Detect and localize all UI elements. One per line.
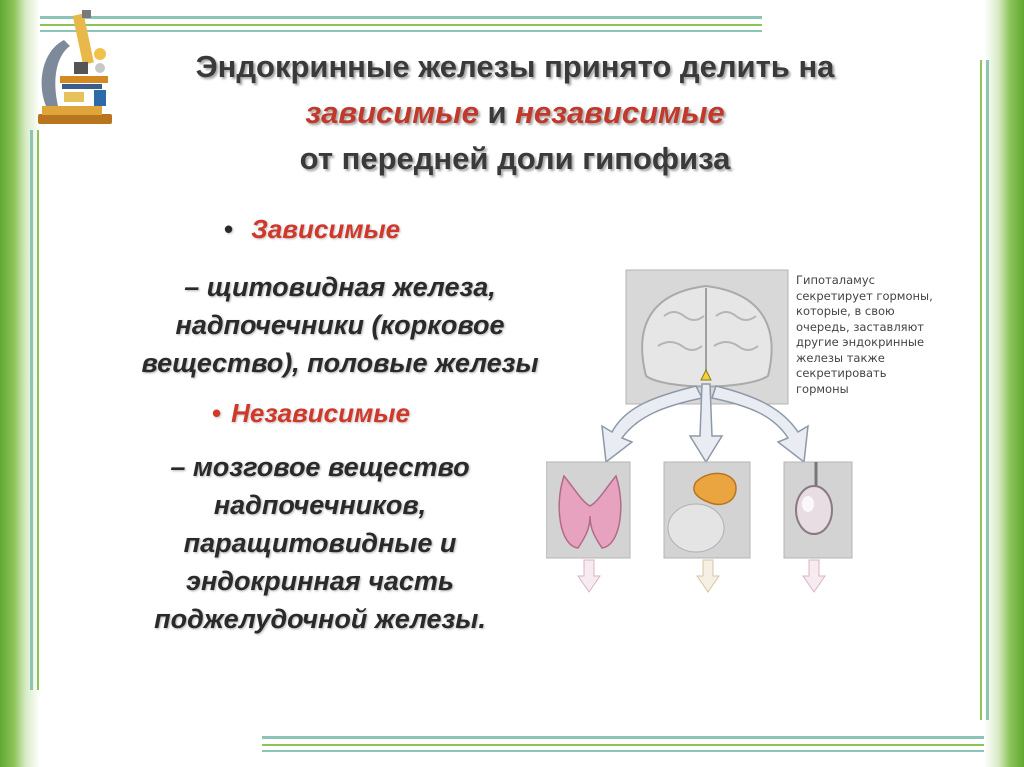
caption-line: Гипоталамус	[796, 273, 875, 287]
left-border-line	[37, 130, 39, 690]
title-line-1: Эндокринные железы принято делить на	[195, 49, 835, 84]
independent-line: паращитовидные и	[183, 528, 457, 558]
right-border-line	[986, 60, 989, 720]
caption-line: которые, в свою	[796, 304, 895, 318]
independent-line: надпочечников,	[213, 490, 427, 520]
caption-line: секретирует гормоны,	[796, 288, 933, 303]
dependent-line: вещество), половые железы	[141, 348, 539, 378]
caption-line: очередь, заставляют	[796, 319, 924, 334]
title-line-2	[130, 90, 900, 136]
bottom-border-line	[262, 736, 984, 739]
title-dependent-word: зависимые	[305, 95, 479, 130]
independent-list	[50, 448, 590, 638]
bullet-dot: •	[212, 398, 222, 428]
dependent-line: надпочечники (корковое	[175, 310, 505, 340]
independent-line: поджелудочной железы.	[154, 604, 486, 634]
title-conjunction: и	[478, 95, 516, 130]
caption-line: гормоны	[796, 381, 849, 396]
independent-line: эндокринная часть	[186, 566, 454, 596]
independent-heading-label: Независимые	[231, 398, 410, 428]
caption-line: секретировать	[796, 366, 887, 380]
independent-heading	[212, 398, 410, 429]
bottom-border-line	[262, 750, 984, 752]
figure-caption	[796, 273, 956, 397]
top-border-line	[40, 16, 762, 19]
bottom-border-line	[262, 744, 984, 746]
top-border-line	[40, 24, 762, 26]
independent-line: – мозговое вещество	[170, 452, 470, 482]
right-border-line	[980, 60, 982, 720]
left-border-line	[30, 130, 33, 690]
caption-line: другие эндокринные	[796, 335, 925, 349]
slide-title	[130, 44, 900, 182]
title-independent-word: независимые	[515, 95, 725, 130]
gonad-gland	[796, 486, 832, 534]
dependent-list	[60, 268, 620, 382]
dependent-line: – щитовидная железа,	[184, 272, 496, 302]
dependent-heading	[224, 214, 400, 245]
bullet-dot: •	[224, 214, 234, 244]
title-line-3: от передней доли гипофиза	[299, 141, 731, 176]
caption-line: железы также	[796, 350, 885, 365]
dependent-heading-label: Зависимые	[251, 214, 401, 244]
top-border-line	[40, 30, 762, 32]
microscope-icon	[34, 10, 124, 130]
